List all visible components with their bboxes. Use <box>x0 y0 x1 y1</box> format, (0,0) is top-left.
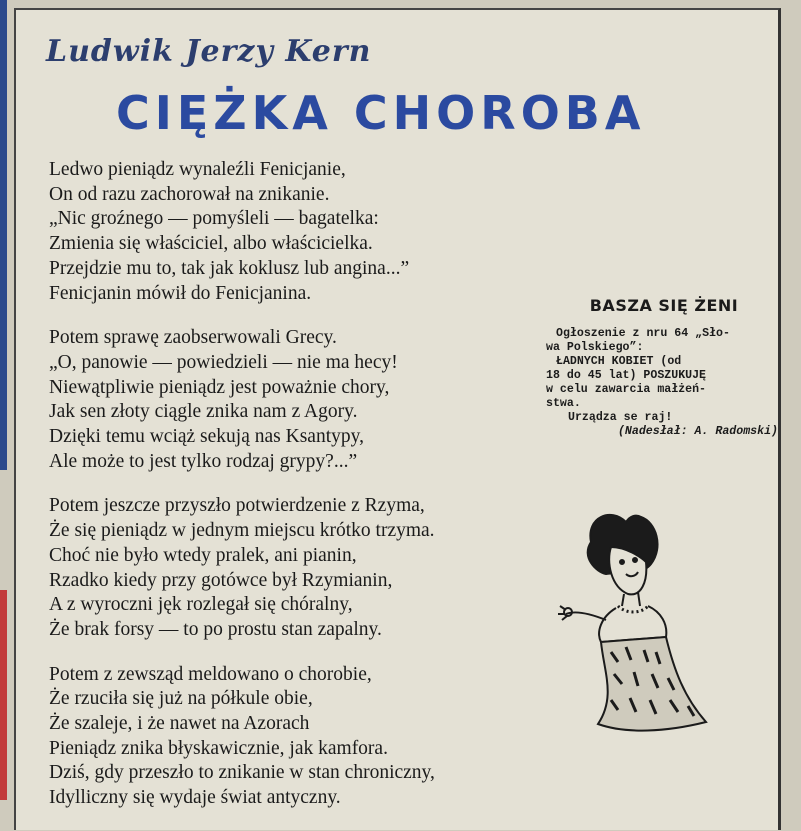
sidebar-title: BASZA SIĘ ŻENI <box>589 296 739 315</box>
poem-line: Że się pieniądz w jednym miejscu krótko trzyma. <box>49 520 435 542</box>
poem-line: Potem jeszcze przyszło potwierdzenie z Rzyma, <box>49 495 425 517</box>
poem-line: Jak sen złoty ciągle znika nam z Agory. <box>49 401 358 423</box>
left-margin-blue-strip <box>0 0 7 470</box>
poem-stanza-4 <box>49 663 435 811</box>
sidebar-comment: Urządza se raj! <box>568 411 673 424</box>
poem-line: Że rzuciła się już na półkule obie, <box>49 688 313 710</box>
poem-stanza-3 <box>49 494 435 642</box>
poem-line: Pieniądz znika błyskawicznie, jak kamfora. <box>49 737 388 759</box>
poem-stanza-2 <box>49 326 435 474</box>
author-signature: Ludwik Jerzy Kern <box>46 34 372 69</box>
sidebar-signature: (Nadesłał: A. Radomski) <box>617 425 778 438</box>
poem-line: Choć nie było wtedy pralek, ani pianin, <box>49 544 357 566</box>
poem-line: Że szaleje, i że nawet na Azorach <box>49 713 310 735</box>
newspaper-page <box>14 8 781 830</box>
poem-line: „Nic groźnego — pomyśleli — bagatelka: <box>49 208 379 230</box>
poem-line: Idylliczny się wydaje świat antyczny. <box>49 787 341 809</box>
sidebar-notice <box>546 296 782 439</box>
poem-line: Dziś, gdy przeszło to znikanie w stan chroniczny, <box>49 762 435 784</box>
poem-line: Że brak forsy — to po prostu stan zapalny. <box>49 618 382 640</box>
poem-line: Fenicjanin mówił do Fenicjanina. <box>49 282 312 304</box>
poem-line: Ale może to jest tylko rodzaj grypy?...” <box>49 450 358 472</box>
sidebar-line: stwa. <box>546 397 581 410</box>
poem-line: On od razu zachorował na znikanie. <box>49 183 330 205</box>
poem-line: Niewątpliwie pieniądz jest poważnie chory, <box>49 376 390 398</box>
poem-line: A z wyroczni jęk rozlegał się chóralny, <box>49 594 353 616</box>
poem-stanza-1 <box>49 158 435 306</box>
poem-line: „O, panowie — powiedzieli — nie ma hecy! <box>49 351 398 373</box>
poem-line: Potem z zewsząd meldowano o chorobie, <box>49 663 372 685</box>
poem-line: Ledwo pieniądz wynaleźli Fenicjanie, <box>49 159 346 180</box>
sidebar-quote <box>546 327 782 411</box>
poem-body <box>49 158 435 831</box>
poem-line: Zmienia się właściciel, albo właścicielka. <box>49 233 373 255</box>
sidebar-line: 18 do 45 lat) POSZUKUJĘ <box>546 369 707 382</box>
poem-line: Dzięki temu wciąż sekują nas Ksantypy, <box>49 426 364 448</box>
left-margin-red-strip <box>0 590 7 800</box>
poem-line: Potem sprawę zaobserwowali Grecy. <box>49 327 337 349</box>
poem-line: Przejdzie mu to, tak jak koklusz lub angina...” <box>49 257 410 279</box>
woman-cartoon-illustration <box>556 502 726 742</box>
sidebar-line: ŁADNYCH KOBIET (od <box>556 355 682 368</box>
poem-line: Rzadko kiedy przy gotówce był Rzymianin, <box>49 569 393 591</box>
sidebar-line: w celu zawarcia małżeń- <box>546 383 707 396</box>
sidebar-line: wa Polskiego”: <box>546 341 644 354</box>
poem-title: CIĘŻKA CHOROBA <box>116 86 646 140</box>
sidebar-line: Ogłoszenie z nru 64 „Sło- <box>556 327 730 340</box>
